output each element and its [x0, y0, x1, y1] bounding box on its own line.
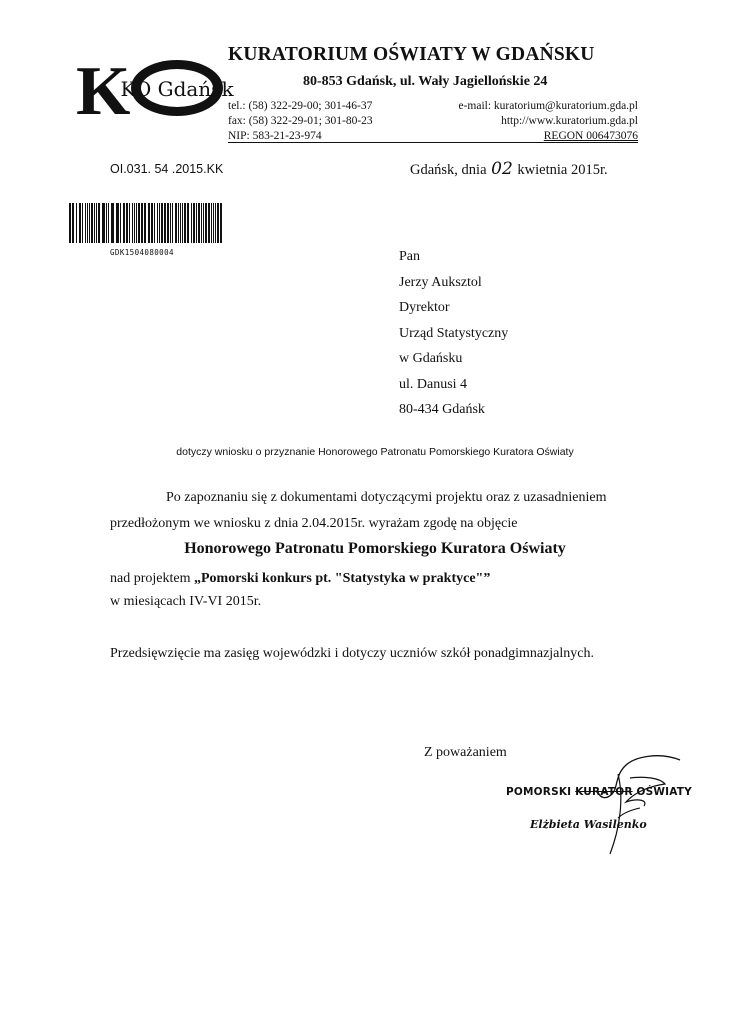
- barcode-bar: [96, 203, 97, 243]
- svg-text:K: K: [76, 53, 131, 122]
- header-divider: [228, 142, 638, 143]
- barcode-bar: [136, 203, 137, 243]
- closing-salutation: Z poważaniem: [424, 745, 507, 760]
- barcode-bar: [108, 203, 109, 243]
- website-line[interactable]: http://www.kuratorium.gda.pl: [501, 115, 638, 127]
- barcode-bar: [69, 203, 71, 243]
- barcode-bar: [201, 203, 202, 243]
- recipient-line: Dyrektor: [399, 300, 450, 315]
- barcode-bar: [82, 203, 83, 243]
- project-prefix: nad projektem: [110, 571, 191, 586]
- barcode-bar: [141, 203, 143, 243]
- barcode-bar: [129, 203, 130, 243]
- stamp-word-2: KURATOR: [575, 786, 633, 798]
- body-paragraph-1-line-2: przedłożonym we wniosku z dnia 2.04.2015r. wyrażam zgodę na objęcie: [110, 516, 518, 531]
- kuratorium-logo: [74, 52, 234, 122]
- barcode-bar: [187, 203, 189, 243]
- recipient-line: Pan: [399, 249, 420, 264]
- barcode-number: GDK1504080004: [110, 248, 174, 257]
- barcode-bar: [180, 203, 181, 243]
- barcode-bar: [198, 203, 200, 243]
- recipient-address: [399, 244, 508, 423]
- barcode-bar: [72, 203, 74, 243]
- barcode-bar: [193, 203, 195, 243]
- logo-text: KO Gdańsk: [120, 77, 234, 101]
- barcode-bar: [220, 203, 222, 243]
- barcode-bar: [167, 203, 169, 243]
- barcode-bar: [85, 203, 86, 243]
- barcode-bar: [79, 203, 81, 243]
- regon-line: REGON 006473076: [543, 130, 638, 142]
- date-suffix: kwietnia 2015r.: [517, 162, 608, 178]
- barcode-bar: [211, 203, 212, 243]
- barcode-bar: [132, 203, 133, 243]
- barcode-bar: [191, 203, 192, 243]
- barcode-bar: [164, 203, 166, 243]
- organization-address: 80-853 Gdańsk, ul. Wały Jagiellońskie 24: [303, 74, 548, 89]
- barcode-bar: [120, 203, 121, 243]
- project-line: [110, 571, 490, 587]
- period-line: w miesiącach IV-VI 2015r.: [110, 594, 262, 609]
- barcode-bar: [170, 203, 171, 243]
- handwritten-signature: [540, 748, 700, 858]
- email-line[interactable]: e-mail: kuratorium@kuratorium.gda.pl: [458, 100, 638, 112]
- barcode-bar: [111, 203, 114, 243]
- subject-line: dotyczy wniosku o przyznanie Honorowego Patronatu Pomorskiego Kuratora Oświaty: [176, 446, 574, 458]
- scope-paragraph: Przedsięwzięcie ma zasięg wojewódzki i dotyczy uczniów szkół ponadgimnazjalnych.: [110, 646, 594, 661]
- barcode-bar: [157, 203, 158, 243]
- barcode-bar: [87, 203, 88, 243]
- patronage-headline: Honorowego Patronatu Pomorskiego Kuratora Oświaty: [184, 540, 566, 557]
- barcode-bar: [76, 203, 77, 243]
- barcode-bar: [89, 203, 90, 243]
- stamp-word-3: OŚWIATY: [636, 786, 692, 798]
- stamp-word-1: POMORSKI: [506, 786, 572, 798]
- barcode: [68, 203, 226, 243]
- barcode-bar: [102, 203, 105, 243]
- barcode-bar: [178, 203, 179, 243]
- barcode-bar: [91, 203, 93, 243]
- barcode-bar: [134, 203, 135, 243]
- barcode-bar: [213, 203, 214, 243]
- barcode-bar: [203, 203, 204, 243]
- barcode-bar: [159, 203, 160, 243]
- barcode-bar: [94, 203, 95, 243]
- reference-number: OI.031. 54 .2015.KK: [110, 162, 224, 176]
- barcode-bar: [154, 203, 155, 243]
- project-title: „Pomorski konkurs pt. "Statystyka w praktyce"”: [193, 571, 491, 586]
- barcode-bar: [215, 203, 216, 243]
- recipient-line: ul. Danusi 4: [399, 376, 468, 392]
- barcode-bar: [144, 203, 146, 243]
- barcode-bar: [217, 203, 219, 243]
- contact-phones: [228, 99, 373, 144]
- barcode-bar: [172, 203, 173, 243]
- nip-line: NIP: 583-21-23-974: [228, 130, 322, 142]
- barcode-bar: [123, 203, 125, 243]
- tel-line: tel.: (58) 322-29-00; 301-46-37: [228, 100, 373, 112]
- barcode-bar: [98, 203, 100, 243]
- barcode-bar: [161, 203, 163, 243]
- fax-line: fax: (58) 322-29-01; 301-80-23: [228, 115, 373, 127]
- recipient-line: Urząd Statystyczny: [399, 325, 509, 341]
- recipient-line: 80-434 Gdańsk: [399, 402, 485, 417]
- barcode-bar: [126, 203, 128, 243]
- date-line: [410, 159, 608, 179]
- date-day-handwritten: 02: [491, 159, 513, 179]
- recipient-line: Jerzy Auksztol: [399, 274, 482, 290]
- barcode-bar: [184, 203, 186, 243]
- contact-online: [458, 99, 638, 144]
- barcode-bar: [106, 203, 107, 243]
- barcode-bar: [196, 203, 197, 243]
- barcode-bar: [151, 203, 153, 243]
- barcode-bar: [182, 203, 183, 243]
- barcode-bar: [205, 203, 207, 243]
- recipient-line: w Gdańsku: [399, 351, 463, 366]
- barcode-bar: [116, 203, 119, 243]
- barcode-bar: [148, 203, 150, 243]
- barcode-bar: [138, 203, 140, 243]
- body-paragraph-1-line-1: Po zapoznaniu się z dokumentami dotyczącymi projektu oraz z uzasadnieniem: [166, 490, 607, 505]
- barcode-bar: [175, 203, 177, 243]
- barcode-bar: [208, 203, 210, 243]
- organization-name: KURATORIUM OŚWIATY W GDAŃSKU: [228, 44, 595, 65]
- date-prefix: Gdańsk, dnia: [410, 162, 487, 178]
- signature-stamp-name: Elżbieta Wasilenko: [530, 818, 647, 831]
